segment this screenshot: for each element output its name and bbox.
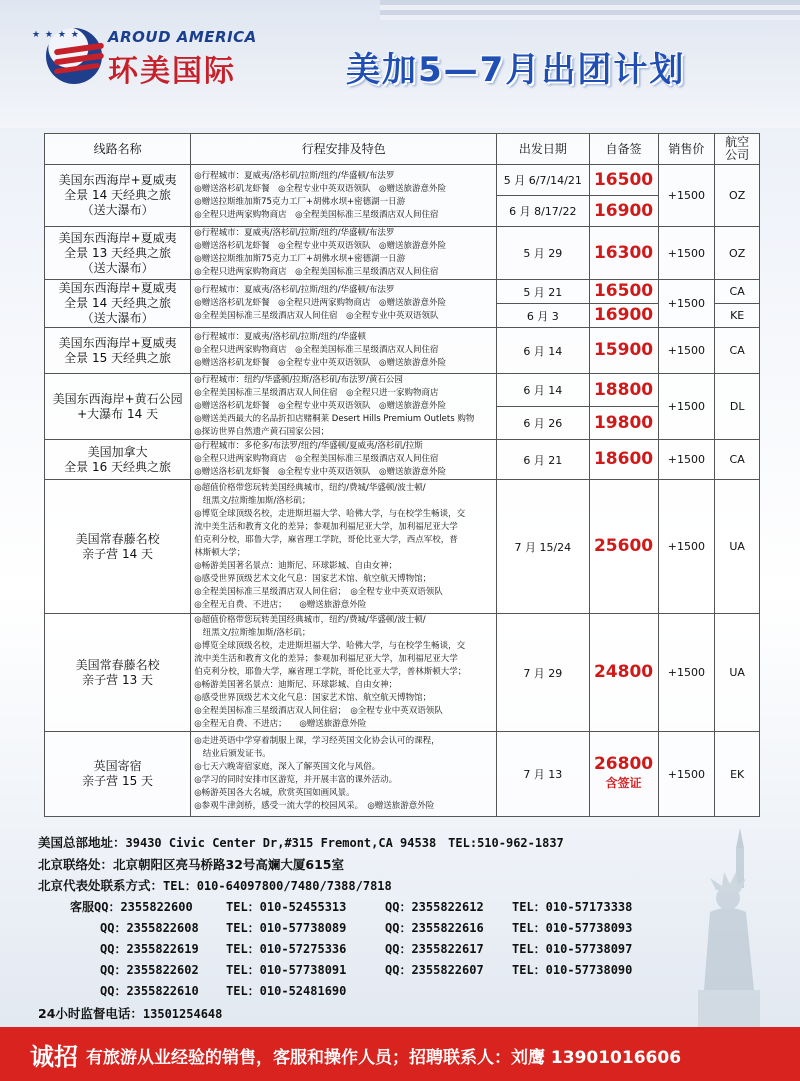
price-value: 16500 [593,281,654,301]
departure-date-cell: 5 月 6/7/14/21 [497,165,589,196]
sale-price-cell: +1500 [658,440,715,480]
airline-cell: OZ [715,227,760,280]
price-cell [589,480,658,614]
table-row [45,440,760,480]
brand-name-en: AROUD AMERICA [108,28,257,46]
qq-number: 客服QQ：2355822600 [70,900,193,914]
beijing-label: 北京联络处： [38,857,114,872]
airline-cell: DL [715,374,760,440]
itinerary-cell: ◎走进英语中学穿着制服上课，学习经英国文化协会认可的课程， 结业后颁发证书。 ◎七天六晚寄宿家庭，深入了解英国文化与风俗。 ◎学习的同时安排市区游览，并开展丰富的课外活动。 ◎畅游英国各大名城，欣赏英国如画风景。 ◎参观牛津剑桥，感受一流大学的校园风采。 ◎赠送旅游意外险 [191,732,497,817]
price-cell [589,440,658,480]
header-route: 线路名称 [45,134,191,165]
price-value: 16900 [593,200,654,221]
header-price: 自备签 [589,134,658,165]
qq-contact-row [40,939,680,960]
qq-number: QQ：2355822619 [100,942,199,956]
airline-cell: CA [715,440,760,480]
departure-date-cell: 5 月 21 [497,280,589,304]
route-name-cell: 美国东西海岸+夏威夷 全景 13 天经典之旅 （送大瀑布） [45,227,191,280]
hotline-line [38,1004,222,1022]
qq-phone: TEL：010-52455313 [226,900,347,914]
beijing-address: 北京朝阳区亮马桥路32号高斓大厦615室 [113,857,345,872]
table-row [45,732,760,817]
sale-price-cell: +1500 [658,280,715,328]
itinerary-cell: ◎行程城市：夏威夷/洛杉矶/拉斯/纽约/华盛顿 ◎全程只进两家购物商店 ◎全程美国标准三星级酒店双人间住宿 ◎赠送洛杉矶龙虾餐 ◎全程专业中英双语领队 ◎赠送旅游意外险 [191,328,497,374]
agent-label: 北京代表处联系方式： [38,878,164,893]
price-value: 24800 [593,662,654,682]
price-note: 含签证 [605,776,642,790]
qq-number: QQ：2355822608 [100,921,199,935]
qq-phone: TEL：010-57275336 [226,942,347,956]
airline-cell: UA [715,614,760,732]
itinerary-cell: ◎行程城市：多伦多/布法罗/纽约/华盛顿/夏威夷/洛杉矶/拉斯 ◎全程只进两家购物商店 ◎全程美国标准三星级酒店双人间住宿 ◎赠送洛杉矶龙虾餐 ◎全程专业中英双语领队 ◎赠送旅游意外险 [191,440,497,480]
header-airline: 航空 公司 [715,134,760,165]
sale-price-cell: +1500 [658,374,715,440]
qq-number: QQ：2355822617 [385,942,484,956]
price-value: 16500 [593,169,654,190]
departure-date-cell: 6 月 14 [497,328,589,374]
sale-price-cell: +1500 [658,614,715,732]
price-value: 25600 [593,536,654,556]
hotline-number: 13501254648 [142,1007,223,1021]
hq-label: 美国总部地址： [38,835,126,850]
price-cell [589,196,658,227]
table-row [45,328,760,374]
qq-number: QQ：2355822612 [385,900,484,914]
price-cell [589,328,658,374]
hq-address: 39430 Civic Center Dr,#315 Fremont,CA 94538 TEL:510-962-1837 [125,836,564,850]
qq-number: QQ：2355822616 [385,921,484,935]
price-cell [589,165,658,196]
route-name-cell: 美国常春藤名校 亲子营 13 天 [45,614,191,732]
beijing-office-line [38,854,738,875]
qq-phone: TEL：010-52481690 [226,984,347,998]
departure-date-cell: 5 月 29 [497,227,589,280]
table-row [45,614,760,732]
airline-cell: EK [715,732,760,817]
qq-contact-grid [40,897,680,1002]
itinerary-cell: ◎超值价格带您玩转美国经典城市，纽约/费城/华盛顿/波士顿/ 纽黑文/拉斯维加斯/洛杉矶； ◎博览全球顶级名校，走进斯坦福大学、哈佛大学，与在校学生畅谈，交 流中美生活和教育文化的差异；参观加利福尼亚大学，加利福尼亚大学 伯克利分校，耶鲁大学，麻省理工学院，哥伦比亚大学，普林斯顿大学； ◎畅游美国著名景点：迪斯尼、环球影城、自由女神； ◎感受世界顶级艺术文化气息：国家艺术馆、航空航天博物馆； ◎全程美国标准三星级酒店双人间住宿； ◎全程专业中英双语领队 ◎全程无自费、不进店； ◎赠送旅游意外险 [191,614,497,732]
departure-date-cell: 6 月 3 [497,304,589,328]
route-name-cell: 美国东西海岸+黄石公园 +大瀑布 14 天 [45,374,191,440]
itinerary-cell: ◎行程城市：夏威夷/洛杉矶/拉斯/纽约/华盛顿/布法罗 ◎赠送洛杉矶龙虾餐 ◎全程只进两家购物商店 ◎赠送旅游意外险 ◎全程美国标准三星级酒店双人间住宿 ◎全程专业中英双语领队 [191,280,497,328]
price-value: 16900 [593,305,654,325]
sale-price-cell: +1500 [658,480,715,614]
hq-address-line [38,832,738,854]
qq-phone: TEL：010-57738097 [512,942,633,956]
price-cell [589,732,658,817]
contact-section [38,832,738,897]
airline-cell: OZ [715,165,760,227]
tour-plan-table [44,133,760,817]
itinerary-cell: ◎行程城市：夏威夷/洛杉矶/拉斯/纽约/华盛顿/布法罗 ◎赠送洛杉矶龙虾餐 ◎全程专业中英双语领队 ◎赠送旅游意外险 ◎赠送拉斯维加斯75克力工厂+胡佛水坝+密德湖一日游 ◎全程只进两家购物商店 ◎全程美国标准三星级酒店双人间住宿 [191,165,497,227]
itinerary-cell: ◎行程城市：夏威夷/洛杉矶/拉斯/纽约/华盛顿/布法罗 ◎赠送洛杉矶龙虾餐 ◎全程专业中英双语领队 ◎赠送旅游意外险 ◎赠送拉斯维加斯75克力工厂+胡佛水坝+密德湖一日游 ◎全程只进两家购物商店 ◎全程美国标准三星级酒店双人间住宿 [191,227,497,280]
price-cell [589,374,658,407]
qq-phone: TEL：010-57738089 [226,921,347,935]
departure-date-cell: 6 月 8/17/22 [497,196,589,227]
sale-price-cell: +1500 [658,732,715,817]
route-name-cell: 美国东西海岸+夏威夷 全景 15 天经典之旅 [45,328,191,374]
sale-price-cell: +1500 [658,227,715,280]
departure-date-cell: 6 月 26 [497,407,589,440]
departure-date-cell: 7 月 13 [497,732,589,817]
qq-phone: TEL：010-57738090 [512,963,633,977]
qq-contact-row [40,918,680,939]
table-row [45,374,760,407]
price-cell [589,280,658,304]
table-row [45,227,760,280]
qq-contact-row [40,960,680,981]
price-value: 15900 [593,340,654,360]
route-name-cell: 英国寄宿 亲子营 15 天 [45,732,191,817]
price-cell [589,304,658,328]
departure-date-cell: 6 月 21 [497,440,589,480]
price-value: 19800 [593,412,654,433]
page-title: 美加5—7月出团计划 [346,50,686,90]
airline-cell: UA [715,480,760,614]
price-value: 18800 [593,379,654,400]
route-name-cell: 美国东西海岸+夏威夷 全景 14 天经典之旅 （送大瀑布） [45,280,191,328]
table-body [45,165,760,817]
qq-contact-row [40,897,680,918]
beijing-agent-line [38,875,738,897]
sale-price-cell: +1500 [658,165,715,227]
airline-cell: KE [715,304,760,328]
price-cell [589,407,658,440]
departure-date-cell: 7 月 15/24 [497,480,589,614]
price-value: 18600 [593,449,654,469]
price-cell [589,227,658,280]
header-sale: 销售价 [658,134,715,165]
qq-phone: TEL：010-57173338 [512,900,633,914]
qq-phone: TEL：010-57738091 [226,963,347,977]
route-name-cell: 美国加拿大 全景 16 天经典之旅 [45,440,191,480]
airline-cell: CA [715,328,760,374]
route-name-cell: 美国东西海岸+夏威夷 全景 14 天经典之旅 （送大瀑布） [45,165,191,227]
sale-price-cell: +1500 [658,328,715,374]
header-banner [0,0,800,128]
table-row [45,165,760,196]
airline-cell: CA [715,280,760,304]
qq-number: QQ：2355822607 [385,963,484,977]
hotline-label: 24小时监督电话： [38,1006,143,1021]
qq-number: QQ：2355822602 [100,963,199,977]
route-name-cell: 美国常春藤名校 亲子营 14 天 [45,480,191,614]
recruit-banner [0,1027,800,1081]
departure-date-cell: 6 月 14 [497,374,589,407]
itinerary-cell: ◎超值价格带您玩转美国经典城市，纽约/费城/华盛顿/波士顿/ 纽黑文/拉斯维加斯/洛杉矶； ◎博览全球顶级名校，走进斯坦福大学、哈佛大学，与在校学生畅谈，交 流中美生活和教育文化的差异；参观加利福尼亚大学，加利福尼亚大学 伯克利分校，耶鲁大学，麻省理工学院，哥伦比亚大学，西点军校，普 林斯顿大学； ◎畅游美国著名景点：迪斯尼、环球影城、自由女神； ◎感受世界顶级艺术文化气息：国家艺术馆、航空航天博物馆； ◎全程美国标准三星级酒店双人间住宿； ◎全程专业中英双语领队 ◎全程无自费、不进店； ◎赠送旅游意外险 [191,480,497,614]
stars-decoration: ★ ★ ★ ★ [32,30,80,40]
itinerary-cell: ◎行程城市：纽约/华盛顿/拉斯/洛杉矶/布法罗/黄石公园 ◎全程美国标准三星级酒店双人间住宿 ◎全程只进一家购物商店 ◎赠送洛杉矶龙虾餐 ◎全程专业中英双语领队 ◎赠送旅游意外险 ◎赠送美西最大的名品折扣店赌桐莱 Desert Hills Premium Outlets 购物 ◎探访世界自然遗产黄石国家公园； [191,374,497,440]
price-value: 26800 [593,754,654,774]
recruit-text: 有旅游从业经验的销售，客服和操作人员；招聘联系人：刘鹰 13901016606 [86,1048,682,1068]
price-cell [589,614,658,732]
qq-phone: TEL：010-57738093 [512,921,633,935]
qq-number: QQ：2355822610 [100,984,199,998]
departure-date-cell: 7 月 29 [497,614,589,732]
table-header-row [45,134,760,165]
header-date: 出发日期 [497,134,589,165]
flag-stripes-decoration [380,0,800,20]
brand-name-cn: 环美国际 [108,54,236,89]
table-row [45,480,760,614]
agent-phone: TEL：010-64097800/7480/7388/7818 [163,879,392,893]
table-row [45,280,760,304]
price-value: 16300 [593,242,654,263]
recruit-heading: 诚招 [30,1043,78,1071]
header-itinerary: 行程安排及特色 [191,134,497,165]
qq-contact-row [40,981,680,1002]
